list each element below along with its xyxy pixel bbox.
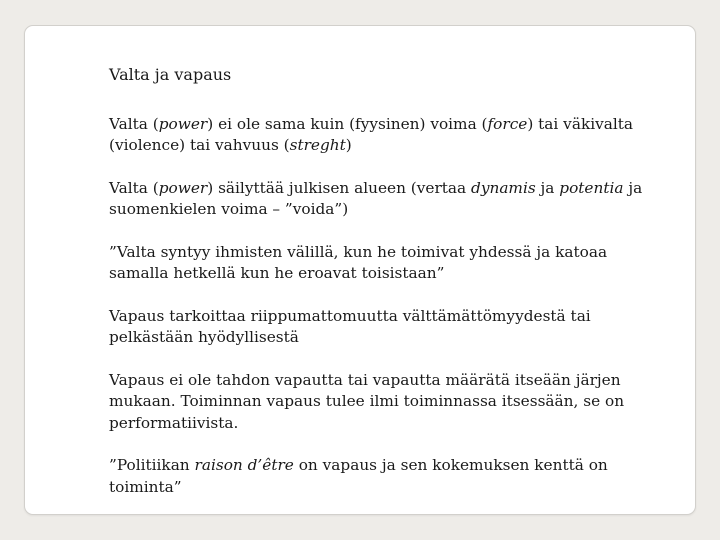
text-span: ) ei ole sama kuin (fyysinen) voima ( — [207, 114, 488, 133]
text-span: ja — [535, 178, 560, 197]
paragraph-freedom-independence: Vapaus tarkoittaa riippumattomuutta välttämättömyydestä tai pelkästään hyödyllisestä — [109, 306, 591, 346]
italic-term: power — [158, 178, 208, 197]
italic-term: streght — [289, 136, 346, 154]
italic-term: dynamis — [471, 178, 536, 197]
italic-term: potentia — [559, 178, 624, 197]
paragraph-power-force — [109, 114, 669, 157]
paragraph-quote-politics — [109, 455, 669, 498]
text-span: ) säilyttää julkisen alueen (vertaa — [207, 178, 472, 197]
slide-title: Valta ja vapaus — [109, 65, 232, 84]
text-span: Valta ( — [109, 178, 159, 197]
text-span: ) tai väkivalta (violence) tai vahvuus ( — [109, 114, 634, 154]
italic-term: power — [158, 114, 208, 133]
paragraph-power-public — [109, 178, 669, 221]
italic-term: raison d’être — [194, 456, 294, 474]
text-span: Valta ( — [109, 114, 159, 133]
text-span: ja suomenkielen voima – ”voida”) — [109, 178, 643, 218]
text-span: ”Politiikan — [109, 456, 195, 474]
slide-frame — [24, 25, 696, 515]
paragraph-quote-power: ”Valta syntyy ihmisten välillä, kun he toimivat yhdessä ja katoaa samalla hetkellä kun he eroavat toisistaan” — [109, 242, 608, 282]
text-span: ) — [345, 136, 352, 154]
text-span: on vapaus ja sen kokemuksen kenttä on toiminta” — [109, 456, 608, 496]
paragraph-freedom-action: Vapaus ei ole tahdon vapautta tai vapautta määrätä itseään järjen mukaan. Toiminnan vapaus tulee ilmi toiminnassa itsessään, se on performatiivista. — [109, 370, 625, 432]
slide-content — [109, 64, 669, 519]
italic-term: force — [487, 114, 528, 133]
